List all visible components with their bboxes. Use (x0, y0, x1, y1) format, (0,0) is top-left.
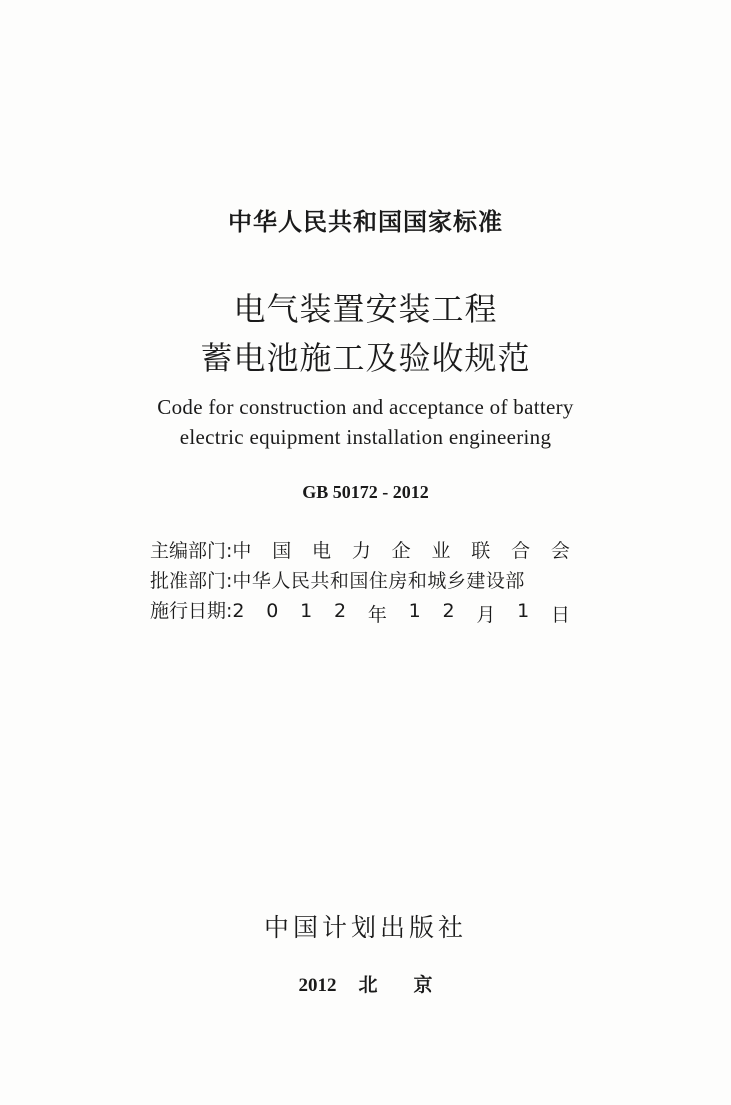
date-char: 2 (232, 600, 245, 622)
standard-number: GB 50172 - 2012 (302, 482, 429, 502)
publication-city-char: 北 (358, 974, 378, 996)
editor-char: 国 (272, 540, 292, 562)
date-char: 年 (367, 604, 387, 626)
editor-value (232, 536, 570, 563)
editor-char: 中 (232, 540, 252, 562)
publication-year: 2012 (298, 975, 337, 996)
publication-year-place (0, 970, 731, 997)
date-char: 2 (442, 600, 455, 622)
date-char: 1 (300, 600, 313, 622)
editor-char: 业 (431, 540, 451, 562)
date-char: 日 (550, 604, 570, 626)
effective-date-row (150, 596, 570, 626)
date-char: 2 (333, 600, 347, 622)
editor-row (150, 536, 570, 566)
date-char: 月 (476, 604, 496, 626)
date-char: 1 (517, 600, 530, 622)
editor-char: 电 (312, 540, 332, 562)
date-char: 0 (266, 600, 279, 622)
approver-row (150, 566, 570, 596)
effective-date-value (232, 600, 570, 627)
editor-label: 主编部门: (150, 540, 233, 562)
english-title-line-1: Code for construction and acceptance of battery (157, 395, 574, 419)
approver-value: 中华人民共和国住房和城乡建设部 (232, 570, 525, 592)
editor-char: 会 (550, 540, 570, 562)
english-title-line-2: electric equipment installation engineering (179, 425, 552, 449)
editor-char: 联 (471, 540, 491, 562)
publisher-name: 中国计划出版社 (263, 913, 467, 942)
effective-date-label: 施行日期: (150, 600, 233, 622)
editor-char: 合 (511, 540, 531, 562)
editor-char: 企 (391, 540, 411, 562)
document-title-line-1: 电气装置安装工程 (233, 290, 498, 328)
standard-category-label: 中华人民共和国国家标准 (228, 208, 503, 236)
document-title-line-2: 蓄电池施工及验收规范 (200, 339, 531, 377)
editor-char: 力 (351, 540, 371, 562)
approver-label: 批准部门: (150, 570, 233, 592)
publication-city-char: 京 (413, 974, 433, 996)
date-char: 1 (408, 600, 421, 622)
metadata-block (150, 536, 570, 626)
